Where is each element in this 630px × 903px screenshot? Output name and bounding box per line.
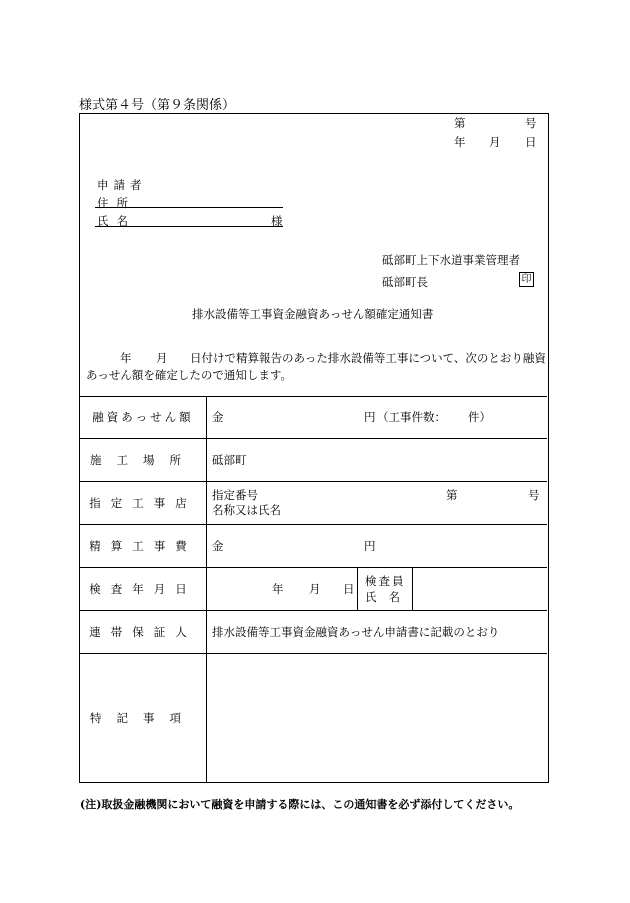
table-top-border: [80, 396, 547, 397]
row-label-guarantor: 連帯保証人: [89, 625, 197, 639]
footnote: (注)取扱金融機関において融資を申請する際には、この通知書を必ず添付してください。: [80, 798, 520, 811]
address-label: 住所: [97, 196, 136, 210]
settlement-kin: 金: [212, 539, 224, 553]
amount-kin: 金: [212, 410, 224, 424]
contractor-name: 名称又は氏名: [212, 503, 281, 517]
inspector-label: 検査員: [365, 574, 406, 588]
contractor-dai: 第: [446, 488, 458, 502]
honorific-sama: 様: [271, 214, 283, 228]
row-label-site: 施工場所: [90, 453, 196, 467]
row-divider: [80, 610, 547, 611]
inspector-cell-divider: [412, 567, 413, 610]
body-date-month: 月: [156, 351, 168, 365]
inspector-name-label: 氏名: [365, 590, 412, 604]
seal-mark: 印: [519, 272, 534, 287]
label-column-divider: [206, 396, 207, 782]
header-go: 号: [525, 116, 537, 130]
row-divider: [80, 524, 547, 525]
inspection-month: 月: [309, 582, 321, 596]
amount-count-open: （工事件数：: [377, 410, 446, 424]
site-value: 砥部町: [212, 453, 247, 467]
amount-yen: 円: [364, 410, 376, 424]
row-divider: [80, 438, 547, 439]
row-label-remarks: 特記事項: [90, 711, 196, 725]
settlement-yen: 円: [364, 539, 376, 553]
inspection-day: 日: [343, 582, 355, 596]
notice-form-frame: [79, 113, 549, 783]
form-number: 様式第４号（第９条関係）: [79, 98, 236, 113]
contractor-go: 号: [528, 488, 540, 502]
document-title: 排水設備等工事資金融資あっせん額確定通知書: [192, 307, 434, 321]
row-label-contractor: 指定工事店: [89, 496, 197, 510]
issuer-title: 砥部町長: [382, 275, 428, 289]
body-line-1: 日付けで精算報告のあった排水設備等工事について、次のとおり融資: [190, 351, 546, 365]
inspection-year: 年: [272, 582, 284, 596]
name-label: 氏名: [97, 214, 136, 228]
body-date-year: 年: [120, 351, 132, 365]
header-month: 月: [489, 135, 501, 149]
row-label-settlement: 精算工事費: [89, 539, 197, 553]
header-dai: 第: [454, 116, 466, 130]
guarantor-value: 排水設備等工事資金融資あっせん申請書に記載のとおり: [212, 625, 500, 639]
name-underline: [95, 226, 283, 227]
amount-count-close: 件）: [468, 410, 491, 424]
header-day: 日: [525, 135, 537, 149]
applicant-label: 申請者: [97, 178, 147, 192]
issuer-org: 砥部町上下水道事業管理者: [382, 253, 520, 267]
row-divider: [80, 567, 547, 568]
body-line-2: あっせん額を確定したので通知します。: [86, 368, 292, 382]
address-underline: [95, 207, 283, 208]
row-divider: [80, 653, 547, 654]
contractor-designation-no: 指定番号: [212, 488, 258, 502]
header-year: 年: [454, 135, 466, 149]
row-label-inspection: 検査年月日: [89, 582, 197, 596]
inspector-cell-divider: [357, 567, 358, 610]
row-divider: [80, 481, 547, 482]
row-label-amount: 融資あっせん額: [92, 410, 194, 424]
